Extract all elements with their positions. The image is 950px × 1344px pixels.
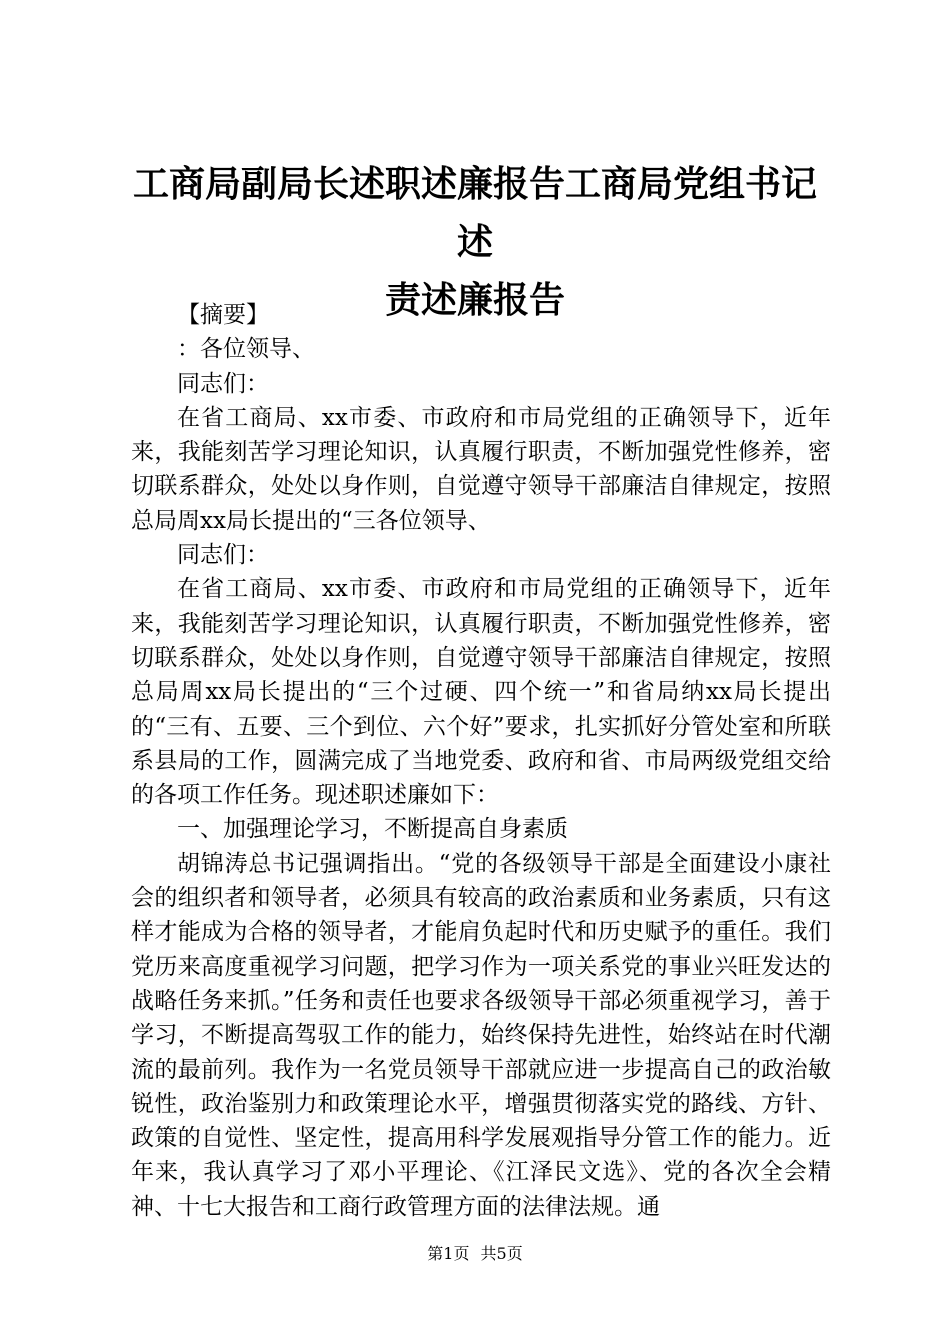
document-title-line-2: 责述廉报告	[384, 280, 565, 321]
salutation-comrades: 同志们：	[177, 542, 269, 569]
salutation-leaders: ：各位领导、	[177, 336, 315, 363]
paragraph: 在省工商局、xx市委、市政府和市局党组的正确领导下，近年来，我能刻苦学习理论知识，认真履行职责，不断加强党性修养，密切联系群众，处处以身作则，自觉遵守领导干部廉洁自律规定，按照总局周xx局长提出的“三个过硬、四个统一”和省局纳xx局长提出的“三有、五要、三个到位、六个好”要求，扎实抓好分管处室和所联系县局的工作，圆满完成了当地党委、政府和省、市局两级党组交给的各项工作任务。现述职述廉如下：	[131, 576, 831, 809]
salutation-comrades: 同志们：	[177, 370, 269, 397]
paragraph: 在省工商局、xx市委、市政府和市局党组的正确领导下，近年来，我能刻苦学习理论知识，认真履行职责，不断加强党性修养，密切联系群众，处处以身作则，自觉遵守领导干部廉洁自律规定，按照总局周xx局长提出的“三各位领导、	[131, 404, 831, 534]
page-number: 第1页	[427, 1244, 470, 1263]
document-title-line-1: 工商局副局长述职述廉报告工商局党组书记述	[132, 164, 817, 263]
page-total: 共5页	[480, 1244, 523, 1263]
paragraph: 胡锦涛总书记强调指出。“党的各级领导干部是全面建设小康社会的组织者和领导者，必须具有较高的政治素质和业务素质，只有这样才能成为合格的领导者，才能肩负起时代和历史赋予的重任。我们党历来高度重视学习问题，把学习作为一项关系党的事业兴旺发达的战略任务来抓。”任务和责任也要求各级领导干部必须重视学习，善于学习，不断提高驾驭工作的能力，始终保持先进性，始终站在时代潮流的最前列。我作为一名党员领导干部就应进一步提高自己的政治敏锐性，政治鉴别力和政策理论水平，增强贯彻落实党的路线、方针、政策的自觉性、坚定性，提高用科学发展观指导分管工作的能力。近年来，我认真学习了邓小平理论、《江泽民文选》、党的各次全会精神、十七大报告和工商行政管理方面的法律法规。通	[131, 850, 831, 1220]
page-footer	[0, 1244, 950, 1264]
section-heading: 一、加强理论学习，不断提高自身素质	[177, 816, 568, 843]
document-body	[131, 298, 831, 1224]
abstract-heading: 【摘要】	[177, 302, 269, 328]
